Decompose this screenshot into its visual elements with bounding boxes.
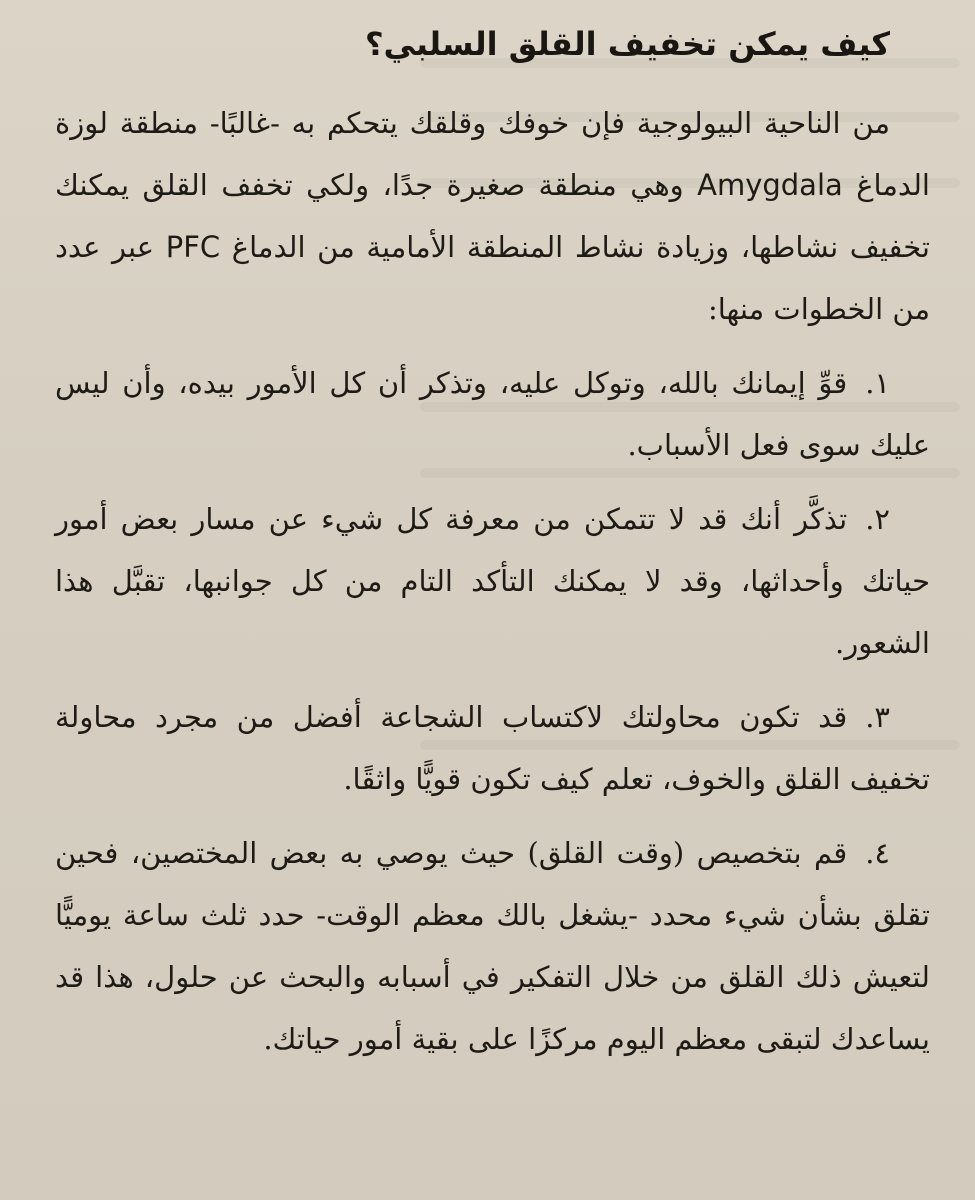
term-pfc: PFC [165, 230, 221, 264]
step-number: ١. [865, 366, 890, 400]
step-text: تذكَّر أنك قد لا تتمكن من معرفة كل شيء عن مسار بعض أمور حياتك وأحداثها، وقد لا يمكنك التأكد التام من كل جوانبها، تقبَّل هذا الشعور. [55, 502, 930, 660]
section-heading: كيف يمكن تخفيف القلق السلبي؟ [364, 25, 890, 63]
step-number: ٣. [865, 700, 890, 734]
list-item [55, 686, 930, 810]
intro-text-1: من الناحية البيولوجية فإن خوفك وقلقك يتحكم به -غالبًا- منطقة لوزة الدماغ [55, 106, 930, 202]
list-item [55, 822, 930, 1070]
step-number: ٢. [865, 502, 890, 536]
list-item [55, 488, 930, 674]
step-text: قم بتخصيص (وقت القلق) حيث يوصي به بعض المختصين، فحين تقلق بشأن شيء محدد -يشغل بالك معظم الوقت- حدد ثلث ساعة يوميًّا لتعيش ذلك القلق من خلال التفكير في أسبابه والبحث عن حلول، هذا قد يساعدك لتبقى معظم اليوم مركزًا على بقية أمور حياتك. [55, 836, 930, 1056]
page-text [55, 22, 930, 1082]
step-text: قد تكون محاولتك لاكتساب الشجاعة أفضل من مجرد محاولة تخفيف القلق والخوف، تعلم كيف تكون قويًّا واثقًا. [55, 700, 930, 796]
term-amygdala: Amygdala [697, 168, 843, 202]
step-number: ٤. [865, 836, 890, 870]
intro-paragraph [55, 92, 930, 340]
list-item [55, 352, 930, 476]
intro-text-3: عبر عدد من الخطوات منها: [55, 230, 930, 326]
step-text: قوِّ إيمانك بالله، وتوكل عليه، وتذكر أن كل الأمور بيده، وأن ليس عليك سوى فعل الأسباب. [55, 366, 930, 462]
intro-text-2: وهي منطقة صغيرة جدًا، ولكي تخفف القلق يمكنك تخفيف نشاطها، وزيادة نشاط المنطقة الأمامية من الدماغ [55, 168, 930, 264]
steps-list [55, 352, 930, 1070]
